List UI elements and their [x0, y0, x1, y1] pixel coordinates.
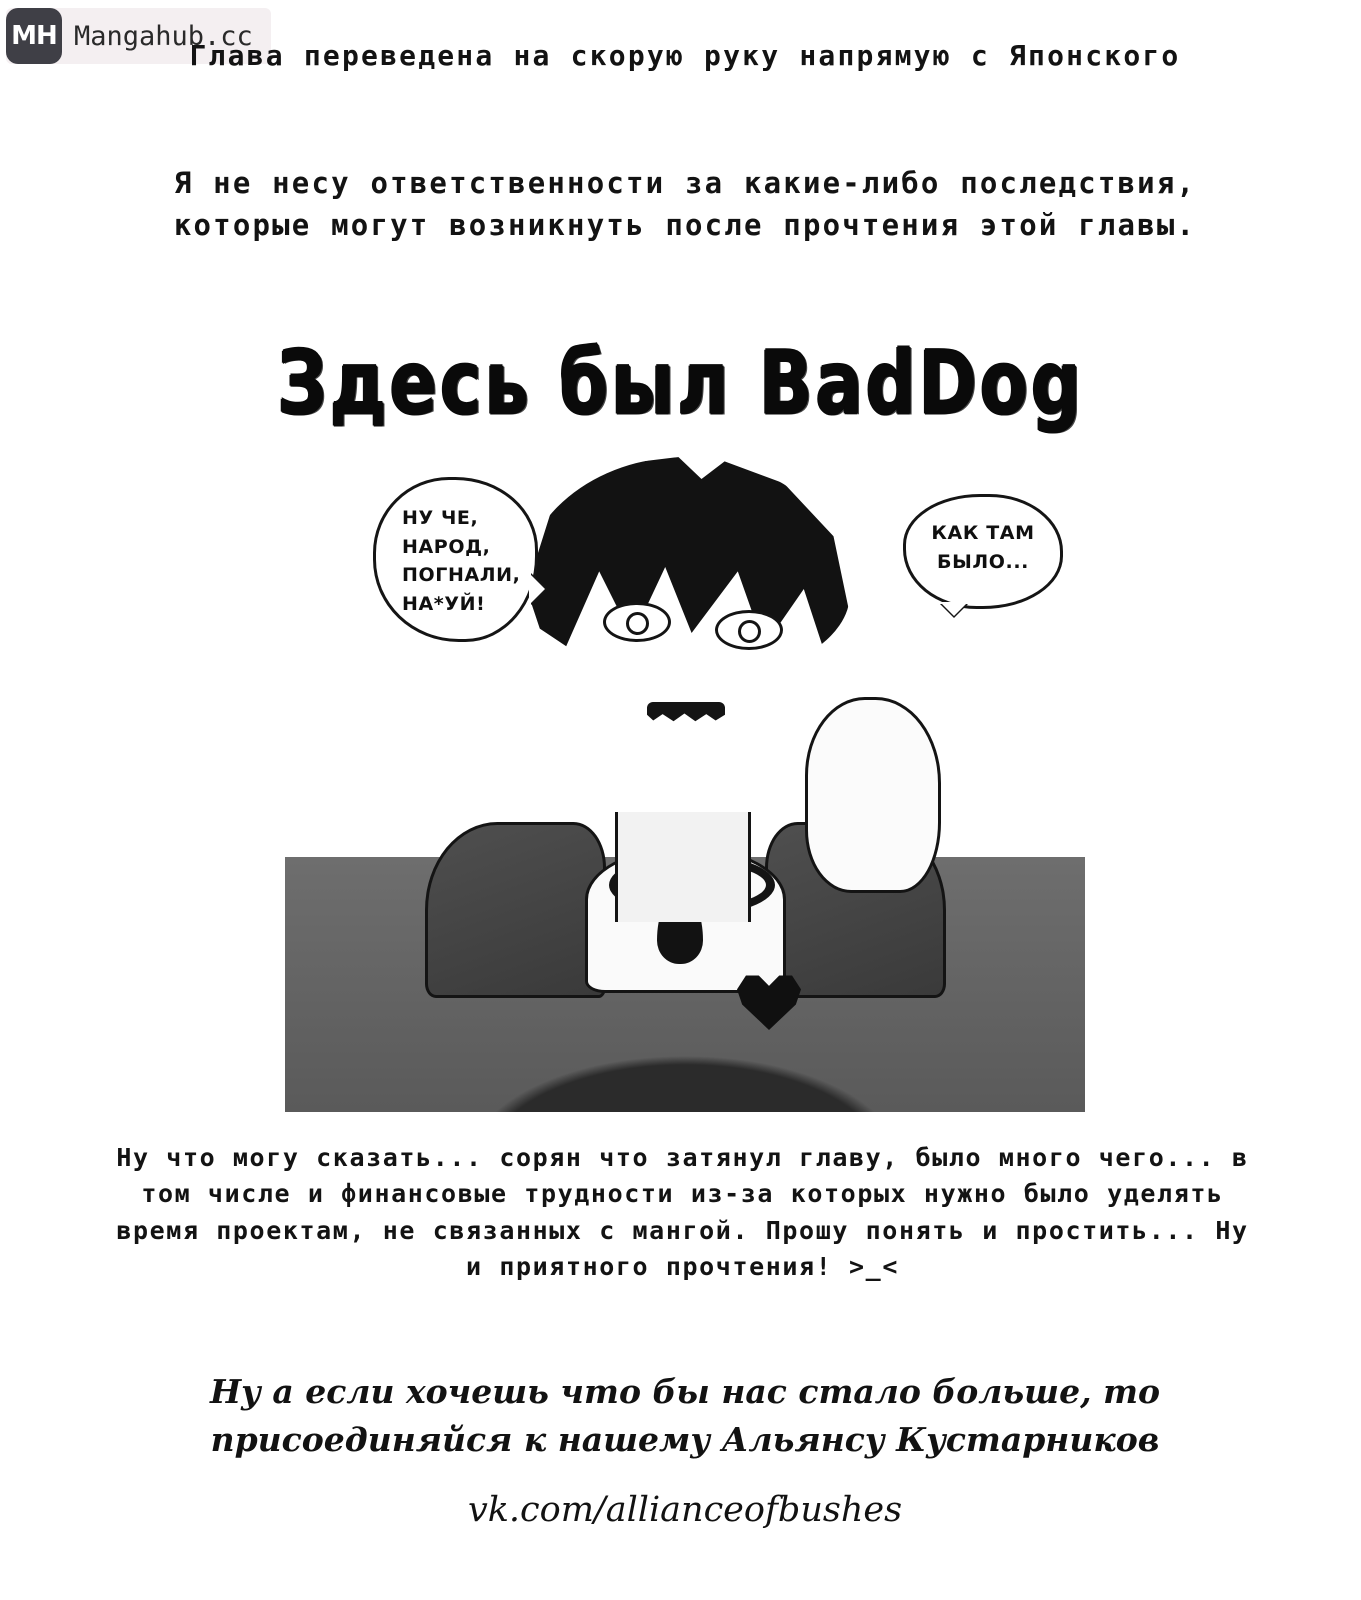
eye-left-shape: [603, 602, 671, 642]
hair-shape: [520, 457, 850, 677]
neck-shape: [615, 812, 751, 922]
character-illustration: [285, 452, 1085, 1112]
vk-group-link[interactable]: vk.com/allianceofbushes: [467, 1490, 903, 1530]
speech-balloon-right: [903, 494, 1063, 609]
hoodie-left-shape: [425, 822, 606, 998]
mangahub-logo-icon: MH: [6, 8, 62, 64]
balloon-left-line-4: НА*УЙ!: [402, 592, 486, 615]
balloon-left-line-2: НАРОД,: [402, 535, 491, 558]
mouth-shape: [647, 702, 725, 734]
hand-shape: [805, 697, 941, 893]
invite-text: Ну а если хочешь что бы нас стало больше, то присоединяйся к нашему Альянсу Кустарников: [209, 1372, 1160, 1459]
eye-right-shape: [715, 610, 783, 650]
disclaimer-text: Я не несу ответственности за какие-либо последствия, которые могут возникнуть после прочтения этой главы.: [173, 166, 1197, 243]
balloon-right-line-2: БЫЛО...: [937, 550, 1029, 573]
credits-title: Здесь был BadDog: [277, 332, 1084, 435]
balloon-left-line-3: ПОГНАЛИ,: [402, 564, 521, 586]
translator-afterword: Ну что могу сказать... сорян что затянул главу, было много чего... в том числе и финансовые трудности из-за которых нужно было уделять время проектам, не связанных с мангой. Прошу понять и простить... Ну и приятного прочтения! >_<: [116, 1143, 1249, 1281]
speech-balloon-left: [373, 477, 538, 642]
balloon-right-line-1: КАК ТАМ: [931, 522, 1035, 544]
watermark-site-label: Mangahub.cc: [74, 20, 253, 52]
translation-note: Глава переведена на скорую руку напрямую с Японского: [189, 39, 1181, 72]
balloon-left-line-1: НУ ЧЕ,: [402, 507, 479, 529]
